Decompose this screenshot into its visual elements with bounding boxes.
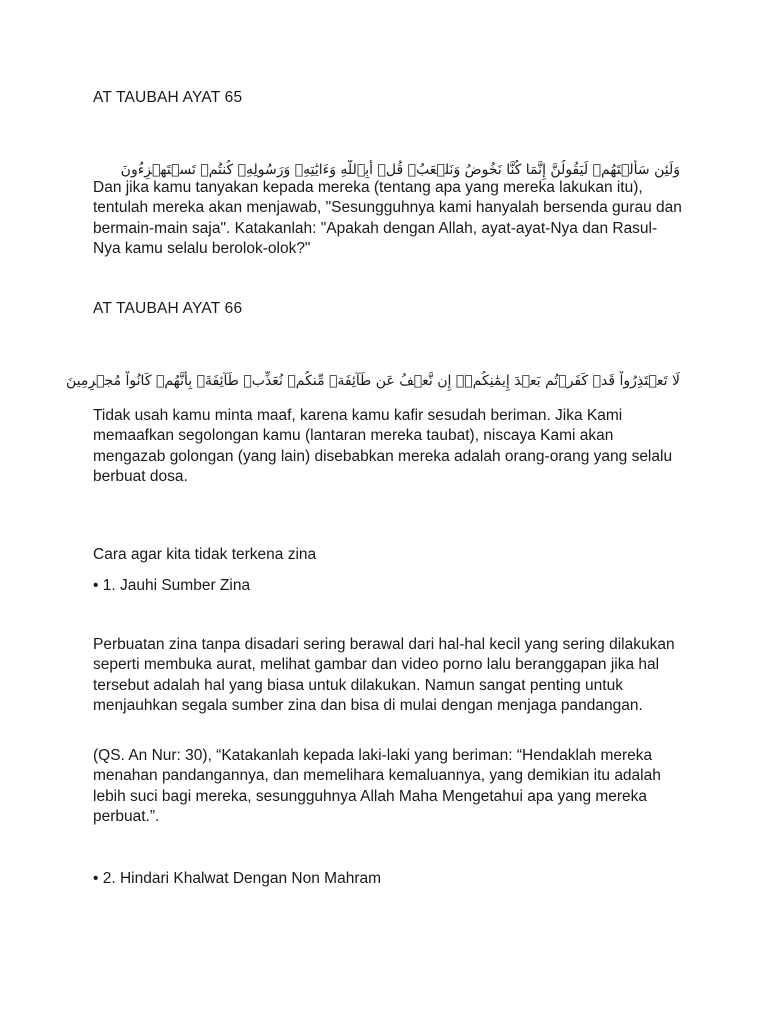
paragraph-sumber-zina: Perbuatan zina tanpa disadari sering berawal dari hal-hal kecil yang sering dilakukan seperti membuka aurat, melihat gambar dan video porno lalu beranggapan jika hal tersebut adalah hal yang biasa untuk dilakukan. Namun sangat penting untuk menjauhkan segala sumber zina dan bisa di mulai dengan menjaga pandangan. (93, 636, 675, 714)
section-heading-ayat-66: AT TAUBAH AYAT 66 (93, 300, 243, 317)
bullet-point-2: • 2. Hindari Khalwat Dengan Non Mahram (93, 870, 382, 887)
translation-ayat-66: Tidak usah kamu minta maaf, karena kamu kafir sesudah beriman. Jika Kami memaafkan segolongan kamu (lantaran mereka taubat), niscaya Kami akan mengazab golongan (yang lain) disebabkan mereka adalah orang-orang yang selalu berbuat dosa. (93, 407, 673, 485)
section-heading-ayat-65: AT TAUBAH AYAT 65 (93, 89, 243, 106)
bullet-point-1: • 1. Jauhi Sumber Zina (93, 577, 251, 594)
arabic-verse-65: وَلَئِن سَأَلۡتَهُمۡ لَيَقُولُنَّ إِنَّمَا كُنَّا نَخُوضُ وَنَلۡعَبُۚ قُلۡ أَبِٱللَّهِ وَءَايَٰتِهِۦ وَرَسُولِهِۦ كُنتُمۡ تَسۡتَهۡزِءُونَ (120, 162, 680, 178)
translation-ayat-65: Dan jika kamu tanyakan kepada mereka (tentang apa yang mereka lakukan itu), tentulah mereka akan menjawab, "Sesungguhnya kami hanyalah bersenda gurau dan bermain-main saja". Katakanlah: "Apakah dengan Allah, ayat-ayat-Nya dan Rasul-Nya kamu selalu berolok-olok?" (93, 179, 682, 257)
paragraph-qs-an-nur: (QS. An Nur: 30), “Katakanlah kepada laki-laki yang beriman: “Hendaklah mereka menahan pandangannya, dan memelihara kemaluannya, yang demikian itu adalah lebih suci bagi mereka, sesungguhnya Allah Maha Mengetahui apa yang mereka perbuat.”. (93, 747, 661, 825)
arabic-verse-66: لَا تَعۡتَذِرُواْ قَدۡ كَفَرۡتُم بَعۡدَ إِيمَٰنِكُمۡۚ إِن نَّعۡفُ عَن طَآئِفَةٖ مِّنكُمۡ نُعَذِّبۡ طَآئِفَةَۢ بِأَنَّهُمۡ كَانُواْ مُجۡرِمِينَ (66, 373, 680, 389)
zina-section-title: Cara agar kita tidak terkena zina (93, 546, 317, 563)
